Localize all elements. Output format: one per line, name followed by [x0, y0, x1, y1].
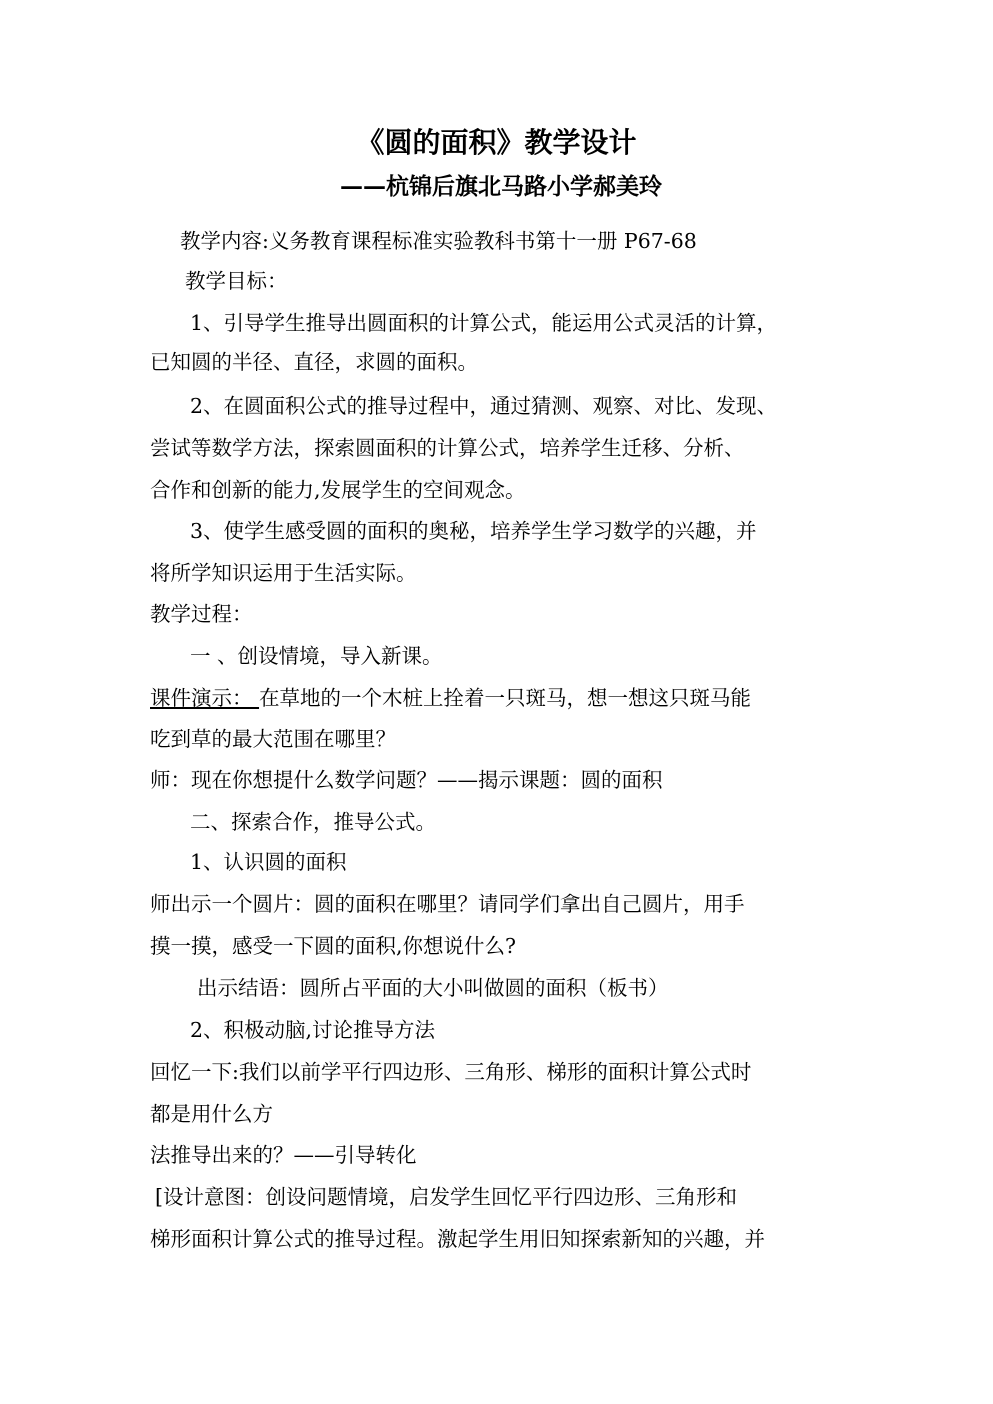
- paragraph-line: 教学过程：: [150, 602, 253, 626]
- paragraph-line: 尝试等数学方法，探索圆面积的计算公式，培养学生迁移、分析、: [150, 436, 745, 460]
- paragraph-line: 出示结语：圆所占平面的大小叫做圆的面积（板书）: [197, 976, 669, 1000]
- paragraph-line: 1、引导学生推导出圆面积的计算公式，能运用公式灵活的计算，: [190, 311, 778, 335]
- paragraph-line: 合作和创新的能力,发展学生的空间观念。: [150, 478, 526, 502]
- paragraph-line: [150, 685, 751, 711]
- paragraph-line: 2、在圆面积公式的推导过程中，通过猜测、观察、对比、发现、: [190, 394, 778, 418]
- document-title: 《圆的面积》教学设计: [356, 126, 637, 159]
- paragraph-line: 二、探索合作，推导公式。: [190, 810, 436, 834]
- paragraph-line: 将所学知识运用于生活实际。: [150, 561, 417, 585]
- paragraph-line: 2、积极动脑,讨论推导方法: [190, 1018, 436, 1042]
- paragraph-line: 回忆一下:我们以前学平行四边形、三角形、梯形的面积计算公式时: [150, 1060, 752, 1084]
- paragraph-line: 梯形面积计算公式的推导过程。激起学生用旧知探索新知的兴趣，并: [150, 1227, 765, 1251]
- paragraph-line: 教学目标：: [185, 269, 288, 293]
- paragraph-line: 师出示一个圆片：圆的面积在哪里？请同学们拿出自己圆片，用手: [150, 892, 745, 916]
- paragraph-line: 吃到草的最大范围在哪里？: [150, 727, 396, 751]
- paragraph-line: 师：现在你想提什么数学问题？——揭示课题：圆的面积: [150, 768, 663, 792]
- paragraph-line: 一 、创设情境，导入新课。: [190, 644, 443, 668]
- paragraph-line: 3、使学生感受圆的面积的奥秘，培养学生学习数学的兴趣，并: [190, 519, 757, 543]
- courseware-label: 课件演示：: [150, 686, 260, 710]
- paragraph-line: 法推导出来的？——引导转化: [150, 1143, 417, 1167]
- paragraph-line: 都是用什么方: [150, 1102, 273, 1126]
- paragraph-line: [设计意图：创设问题情境，启发学生回忆平行四边形、三角形和: [155, 1185, 737, 1209]
- document-subtitle: ——杭锦后旗北马路小学郝美玲: [340, 173, 662, 200]
- paragraph-text: 在草地的一个木桩上拴着一只斑马，想一想这只斑马能: [259, 686, 752, 710]
- paragraph-line: 摸一摸，感受一下圆的面积,你想说什么?: [150, 934, 517, 958]
- paragraph-line: 1、认识圆的面积: [190, 850, 347, 874]
- paragraph-line: 已知圆的半径、直径，求圆的面积。: [150, 350, 478, 374]
- paragraph-line: 教学内容:义务教育课程标准实验教科书第十一册 P67-68: [180, 229, 697, 253]
